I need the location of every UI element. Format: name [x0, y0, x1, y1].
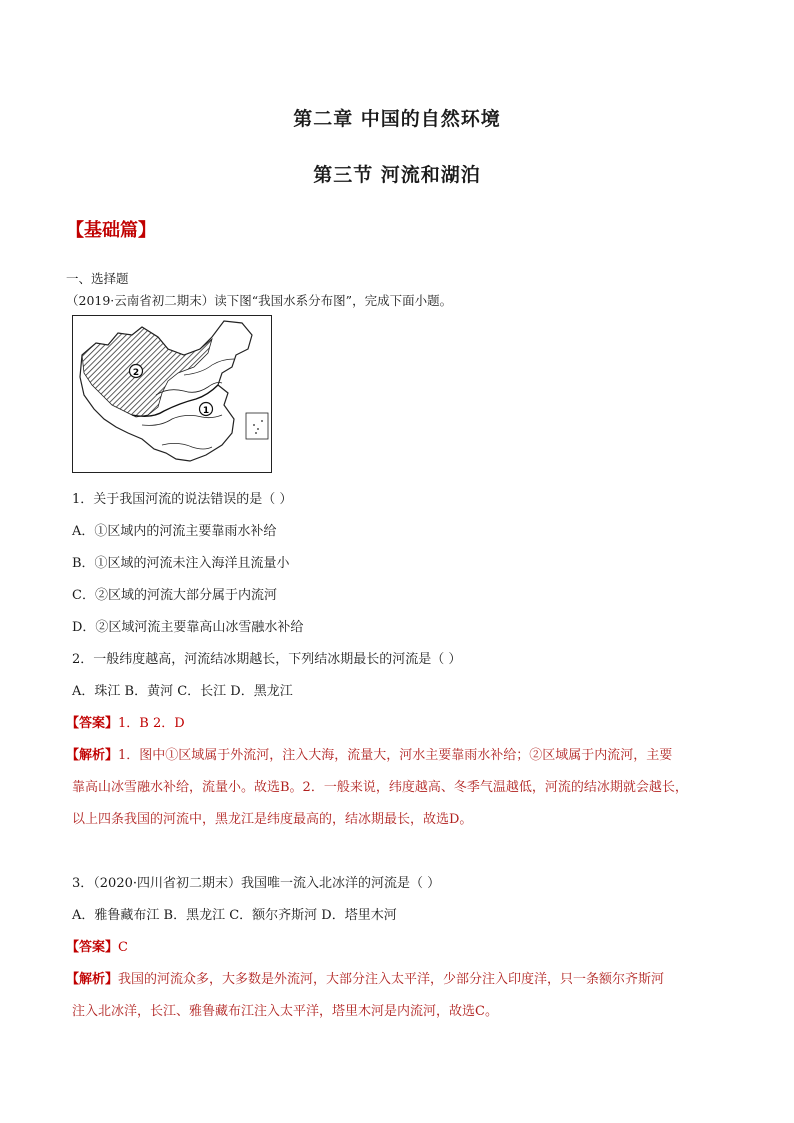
answer-label: 【答案】: [66, 940, 119, 955]
q2-options: A．珠江 B．黄河 C．长江 D．黑龙江: [72, 684, 293, 699]
chapter-title: 第二章 中国的自然环境: [293, 108, 501, 130]
section-title: 第三节 河流和湖泊: [313, 164, 481, 186]
q1-option-d: D．②区域河流主要靠高山冰雪融水补给: [72, 620, 304, 635]
q3-explanation-line-1: 【解析】我国的河流众多，大多数是外流河，大部分注入太平洋，少部分注入印度洋，只一条额尔齐斯河: [66, 972, 665, 987]
q1-option-b: B．①区域的河流未注入海洋且流量小: [72, 556, 290, 571]
explanation-label: 【解析】: [66, 972, 119, 987]
answer-text: C: [118, 940, 128, 955]
group1-answer: [66, 712, 185, 731]
q1-option-c: C．②区域的河流大部分属于内流河: [72, 588, 277, 603]
group1-explanation-line-3: 以上四条我国的河流中，黑龙江是纬度最高的，结冰期最长，故选D。: [72, 812, 473, 827]
basic-section-heading: 【基础篇】: [66, 220, 156, 241]
region-marker-1: [200, 403, 213, 417]
q3-options: A．雅鲁藏布江 B．黑龙江 C．额尔齐斯河 D．塔里木河: [72, 908, 397, 923]
explanation-label: 【解析】: [66, 748, 119, 763]
svg-text:2: 2: [132, 368, 140, 378]
svg-text:1: 1: [202, 406, 210, 416]
group1-explanation-line-2: 靠高山冰雪融水补给，流量小。故选B。2．一般来说，纬度越高、冬季气温越低，河流的结冰期就会越长，: [72, 780, 688, 795]
region-marker-2: [130, 365, 143, 379]
q1-stem: 1．关于我国河流的说法错误的是（ ）: [72, 492, 293, 507]
answer-text: 1．B 2．D: [118, 716, 185, 731]
q2-stem: 2．一般纬度越高，河流结冰期越长，下列结冰期最长的河流是（ ）: [72, 652, 462, 667]
q1-option-a: A．①区域内的河流主要靠雨水补给: [72, 524, 277, 539]
group1-intro: （2019·云南省初二期末）读下图“我国水系分布图”，完成下面小题。: [66, 293, 453, 308]
group1-explanation-line-1: 【解析】1．图中①区域属于外流河，注入大海，流量大，河水主要靠雨水补给；②区域属于内流河，主要: [66, 748, 673, 763]
china-river-map: [72, 315, 272, 473]
q3-answer: [66, 936, 128, 955]
q3-explanation-line-2: 注入北冰洋，长江、雅鲁藏布江注入太平洋，塔里木河是内流河，故选C。: [72, 1004, 498, 1019]
question-type-heading: 一、选择题: [66, 271, 129, 286]
answer-label: 【答案】: [66, 716, 119, 731]
q3-stem: 3．（2020·四川省初二期末）我国唯一流入北冰洋的河流是（ ）: [72, 876, 441, 891]
